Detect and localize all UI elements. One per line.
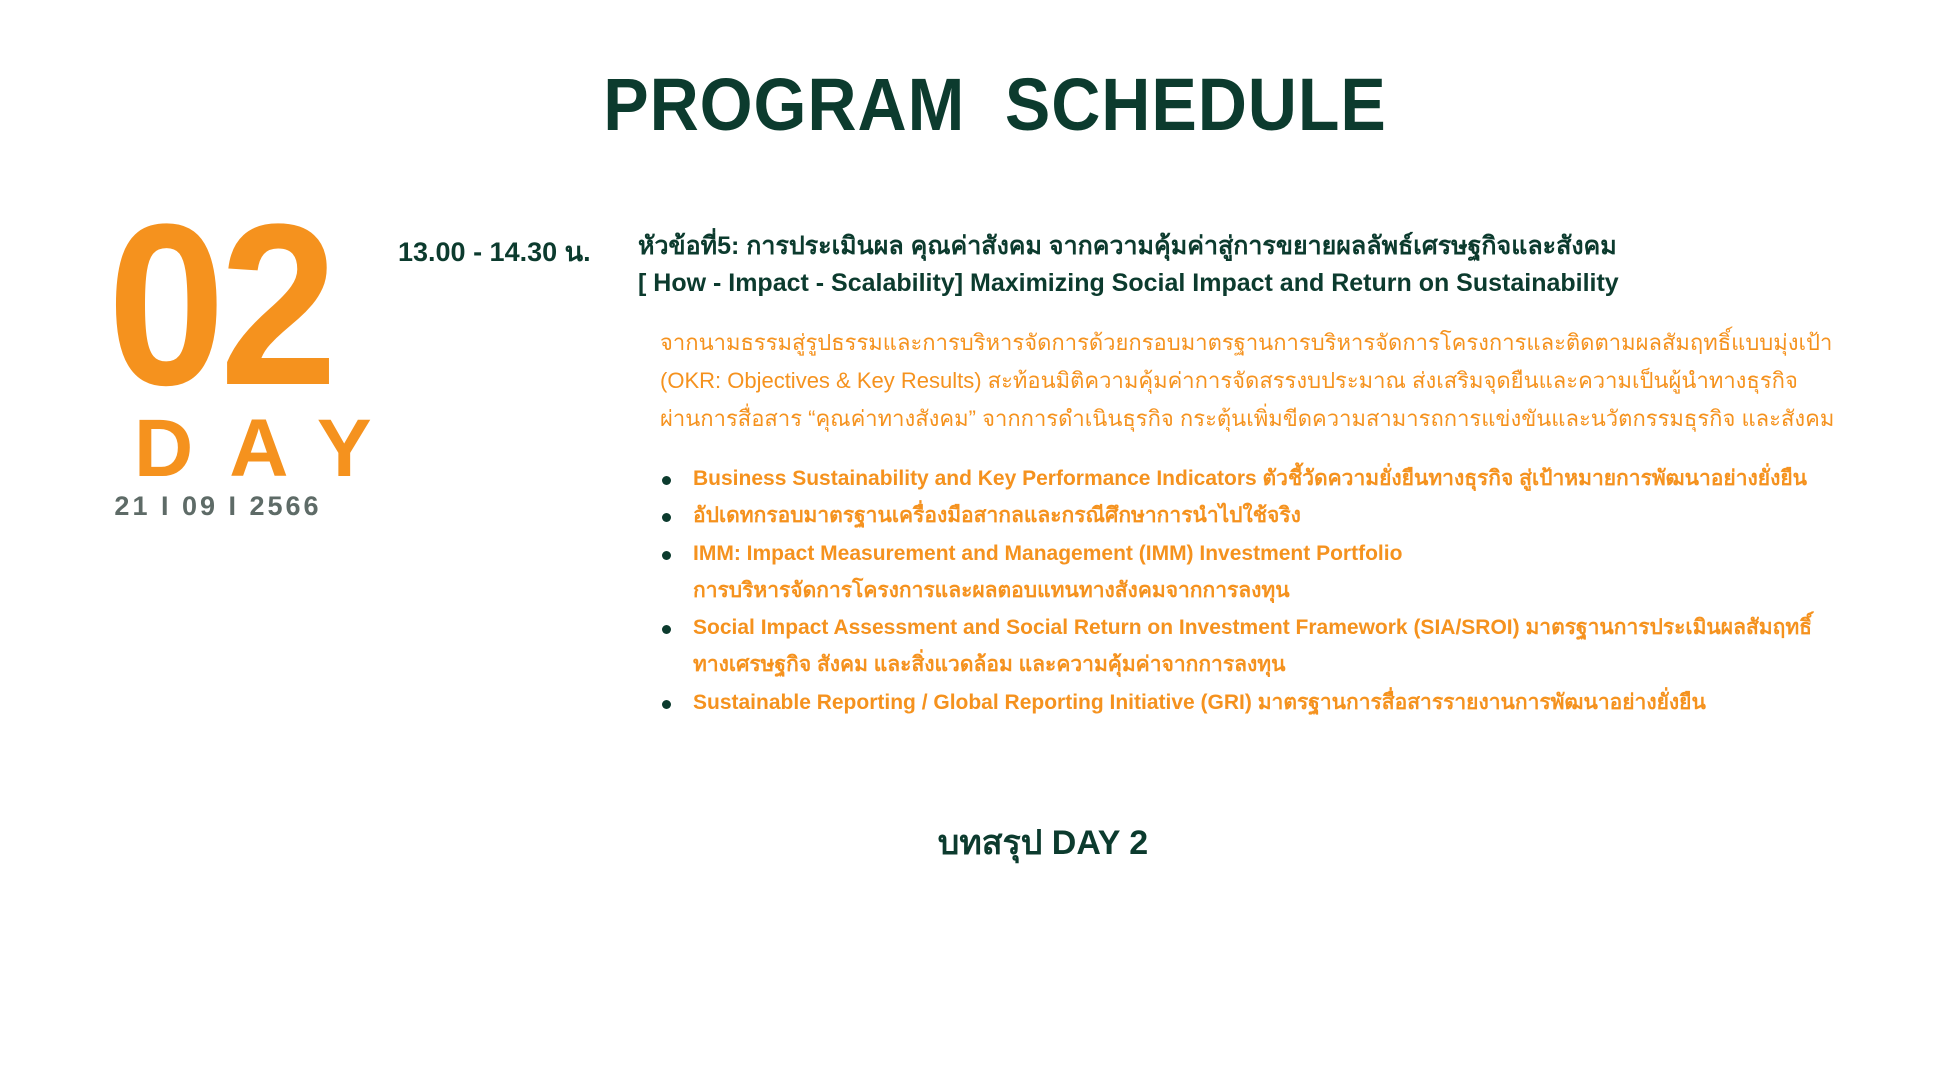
topic-title-thai: หัวข้อที่5: การประเมินผล คุณค่าสังคม จากความคุ้มค่าสู่การขยายผลลัพธ์เศรษฐกิจและสังคม (638, 232, 1617, 260)
list-item (660, 497, 1930, 534)
bullet-text: อัปเดทกรอบมาตรฐานเครื่องมือสากลและกรณีศึกษาการนำไปใช้จริง (693, 504, 1301, 528)
page-title: PROGRAM SCHEDULE (603, 63, 1387, 146)
session-description (660, 324, 1920, 438)
topic-bullet-list (660, 460, 1930, 721)
bullet-text: Business Sustainability and Key Performance Indicators ตัวชี้วัดความยั่งยืนทางธุรกิจ สู่เป้าหมายการพัฒนาอย่างยั่งยืน (693, 467, 1807, 490)
topic-title-english: [ How - Impact - Scalability] Maximizing Social Impact and Return on Sustainability (638, 269, 1619, 297)
list-item (660, 684, 1930, 721)
description-line: จากนามธรรมสู่รูปธรรมและการบริหารจัดการด้วยกรอบมาตรฐานการบริหารจัดการโครงการและติดตามผลสัมฤทธิ์แบบมุ่งเป้า (660, 330, 1833, 355)
day-badge (98, 176, 408, 523)
day-number: 02 (107, 176, 332, 433)
bullet-text: Social Impact Assessment and Social Return on Investment Framework (SIA/SROI) มาตรฐานการประเมินผลสัมฤทธิ์ (693, 616, 1812, 640)
description-line: ผ่านการสื่อสาร “คุณค่าทางสังคม” จากการดำเนินธุรกิจ กระตุ้นเพิ่มขีดความสามารถการแข่งขันและนวัตกรรมธุรกิจ และสังคม (660, 406, 1835, 431)
session-time: 13.00 - 14.30 น. (398, 237, 591, 267)
bullet-text-continued: ทางเศรษฐกิจ สังคม และสิ่งแวดล้อม และความคุ้มค่าจากการลงทุน (693, 653, 1286, 677)
day-summary-heading: บทสรุป DAY 2 (937, 824, 1149, 862)
bullet-text-continued: การบริหารจัดการโครงการและผลตอบแทนทางสังคมจากการลงทุน (693, 578, 1290, 602)
bullet-text: IMM: Impact Measurement and Management (IMM) Investment Portfolio (693, 541, 1403, 565)
bullet-dot-icon (662, 700, 671, 709)
session-topic (638, 228, 1918, 302)
list-item (660, 535, 1930, 610)
bullet-dot-icon (662, 551, 671, 560)
bullet-dot-icon (662, 476, 671, 485)
bullet-dot-icon (662, 513, 671, 522)
list-item (660, 460, 1930, 497)
list-item (660, 609, 1930, 684)
day-label: DAY (134, 403, 408, 494)
bullet-text: Sustainable Reporting / Global Reporting Initiative (GRI) มาตรฐานการสื่อสารรายงานการพัฒนาอย่างยั่งยืน (693, 690, 1706, 714)
description-line: (OKR: Objectives & Key Results) สะท้อนมิติความคุ้มค่าการจัดสรรงบประมาณ ส่งเสริมจุดยืนและความเป็นผู้นำทางธุรกิจ (660, 368, 1798, 393)
bullet-dot-icon (662, 625, 671, 634)
day-date: 21 I 09 I 2566 (114, 491, 322, 521)
